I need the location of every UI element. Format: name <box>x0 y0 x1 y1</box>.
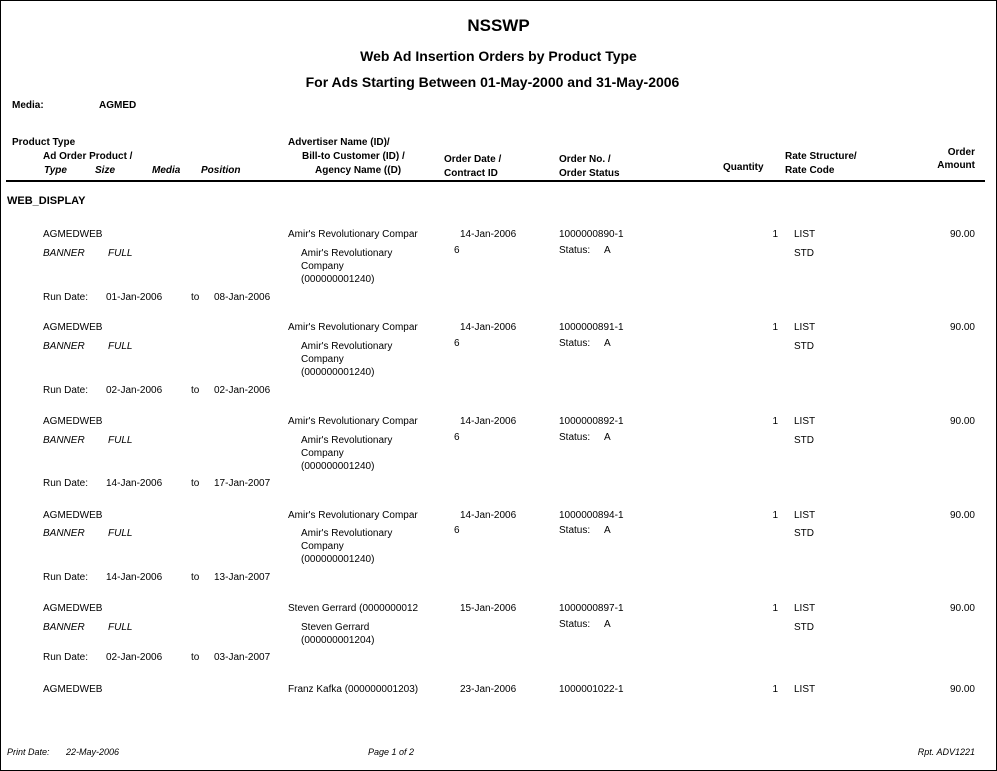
row-size: FULL <box>108 341 133 352</box>
row-billto-line: (000000001240) <box>301 367 375 378</box>
row-contract-id: 6 <box>454 432 460 443</box>
media-value: AGMED <box>99 100 137 111</box>
row-billto-line: Company <box>301 354 344 365</box>
row-status: A <box>604 432 611 443</box>
row-size: FULL <box>108 248 133 259</box>
row-rate-structure: LIST <box>794 510 816 521</box>
page-number: Page 1 of 2 <box>367 747 415 757</box>
col-order-no: Order No. / <box>559 154 611 165</box>
row-amount: 90.00 <box>949 603 975 614</box>
row-product: AGMEDWEB <box>43 603 103 614</box>
row-billto-line: Amir's Revolutionary <box>301 248 393 259</box>
row-run-date-label: Run Date: <box>43 572 89 583</box>
row-quantity: 1 <box>772 416 778 427</box>
col-rate-structure: Rate Structure/ <box>785 151 857 162</box>
row-run-to: 08-Jan-2006 <box>214 292 271 303</box>
report-date-range: For Ads Starting Between 01-May-2000 and 31-May-2006 <box>305 74 680 90</box>
col-bill-to: Bill-to Customer (ID) / <box>302 151 405 162</box>
row-run-date-label: Run Date: <box>43 478 89 489</box>
row-amount: 90.00 <box>949 416 975 427</box>
row-run-date-label: Run Date: <box>43 652 89 663</box>
row-order-date: 14-Jan-2006 <box>460 416 517 427</box>
row-run-to-label: to <box>191 478 200 489</box>
row-run-to-label: to <box>191 572 200 583</box>
col-advertiser: Advertiser Name (ID)/ <box>288 137 390 148</box>
row-run-from: 14-Jan-2006 <box>106 572 163 583</box>
row-size: FULL <box>108 622 133 633</box>
row-type: BANNER <box>43 248 85 259</box>
row-status-label: Status: <box>559 432 591 443</box>
row-rate-structure: LIST <box>794 684 816 695</box>
col-media: Media <box>152 165 181 176</box>
row-rate-structure: LIST <box>794 322 816 333</box>
row-billto-line: Amir's Revolutionary <box>301 435 393 446</box>
col-type: Type <box>44 165 67 176</box>
row-order-date: 23-Jan-2006 <box>460 684 517 695</box>
col-rate-code: Rate Code <box>785 165 835 176</box>
row-rate-code: STD <box>794 435 814 446</box>
row-advertiser: Steven Gerrard (0000000012 <box>288 603 419 614</box>
report-title: NSSWP <box>467 16 530 35</box>
row-contract-id: 6 <box>454 525 460 536</box>
row-status-label: Status: <box>559 525 591 536</box>
row-contract-id: 6 <box>454 338 460 349</box>
header-divider <box>6 180 985 182</box>
row-run-date-label: Run Date: <box>43 385 89 396</box>
row-run-to-label: to <box>191 652 200 663</box>
col-product-type: Product Type <box>12 137 76 148</box>
row-run-to-label: to <box>191 385 200 396</box>
col-order: Order <box>947 147 975 158</box>
col-position: Position <box>201 165 241 176</box>
row-advertiser: Franz Kafka (000000001203) <box>288 684 419 695</box>
row-order-date: 14-Jan-2006 <box>460 322 517 333</box>
print-date-label: Print Date: <box>7 747 50 757</box>
row-run-from: 02-Jan-2006 <box>106 652 163 663</box>
row-order-date: 14-Jan-2006 <box>460 229 517 240</box>
row-rate-code: STD <box>794 248 814 259</box>
row-order-no: 1000000894-1 <box>559 510 624 521</box>
row-quantity: 1 <box>772 322 778 333</box>
row-product: AGMEDWEB <box>43 229 103 240</box>
row-type: BANNER <box>43 341 85 352</box>
row-quantity: 1 <box>772 510 778 521</box>
row-rate-structure: LIST <box>794 229 816 240</box>
row-advertiser: Amir's Revolutionary Compar <box>288 510 418 521</box>
row-status: A <box>604 525 611 536</box>
row-run-to: 17-Jan-2007 <box>214 478 271 489</box>
col-ad-order-product: Ad Order Product / <box>43 151 133 162</box>
col-order-date: Order Date / <box>444 154 502 165</box>
row-type: BANNER <box>43 622 85 633</box>
row-status: A <box>604 338 611 349</box>
row-billto-line: Steven Gerrard <box>301 622 370 633</box>
col-contract-id: Contract ID <box>444 168 498 179</box>
row-run-to-label: to <box>191 292 200 303</box>
row-status-label: Status: <box>559 338 591 349</box>
row-advertiser: Amir's Revolutionary Compar <box>288 322 418 333</box>
row-order-date: 15-Jan-2006 <box>460 603 517 614</box>
row-run-to: 02-Jan-2006 <box>214 385 271 396</box>
row-product: AGMEDWEB <box>43 416 103 427</box>
row-amount: 90.00 <box>949 684 975 695</box>
col-amount: Amount <box>937 160 975 171</box>
row-billto-line: Amir's Revolutionary <box>301 528 393 539</box>
row-billto-line: (000000001240) <box>301 461 375 472</box>
row-billto-line: Company <box>301 541 344 552</box>
row-contract-id: 6 <box>454 245 460 256</box>
row-order-date: 14-Jan-2006 <box>460 510 517 521</box>
row-rate-structure: LIST <box>794 416 816 427</box>
row-order-no: 1000000897-1 <box>559 603 624 614</box>
row-quantity: 1 <box>772 684 778 695</box>
row-status-label: Status: <box>559 619 591 630</box>
row-rate-structure: LIST <box>794 603 816 614</box>
row-status: A <box>604 245 611 256</box>
row-amount: 90.00 <box>949 322 975 333</box>
row-run-from: 01-Jan-2006 <box>106 292 163 303</box>
row-advertiser: Amir's Revolutionary Compar <box>288 229 418 240</box>
row-order-no: 1000000892-1 <box>559 416 624 427</box>
row-run-to: 03-Jan-2007 <box>214 652 271 663</box>
row-rate-code: STD <box>794 528 814 539</box>
row-size: FULL <box>108 435 133 446</box>
col-order-status: Order Status <box>559 168 620 179</box>
row-advertiser: Amir's Revolutionary Compar <box>288 416 418 427</box>
row-billto-line: Company <box>301 261 344 272</box>
row-rate-code: STD <box>794 622 814 633</box>
row-order-no: 1000000890-1 <box>559 229 624 240</box>
row-order-no: 1000001022-1 <box>559 684 624 695</box>
row-billto-line: Amir's Revolutionary <box>301 341 393 352</box>
row-product: AGMEDWEB <box>43 684 103 695</box>
row-amount: 90.00 <box>949 229 975 240</box>
row-amount: 90.00 <box>949 510 975 521</box>
col-agency: Agency Name ((D) <box>315 165 402 176</box>
media-label: Media: <box>12 100 44 111</box>
section-title: WEB_DISPLAY <box>7 195 86 207</box>
row-quantity: 1 <box>772 229 778 240</box>
row-status-label: Status: <box>559 245 591 256</box>
report-id: Rpt. ADV1221 <box>917 747 975 757</box>
row-run-from: 02-Jan-2006 <box>106 385 163 396</box>
row-billto-line: (000000001204) <box>301 635 375 646</box>
row-run-to: 13-Jan-2007 <box>214 572 271 583</box>
col-size: Size <box>95 165 116 176</box>
row-billto-line: Company <box>301 448 344 459</box>
row-run-date-label: Run Date: <box>43 292 89 303</box>
row-product: AGMEDWEB <box>43 322 103 333</box>
row-type: BANNER <box>43 435 85 446</box>
row-run-from: 14-Jan-2006 <box>106 478 163 489</box>
row-status: A <box>604 619 611 630</box>
row-billto-line: (000000001240) <box>301 274 375 285</box>
report-subtitle: Web Ad Insertion Orders by Product Type <box>360 48 637 64</box>
row-order-no: 1000000891-1 <box>559 322 624 333</box>
row-rate-code: STD <box>794 341 814 352</box>
row-product: AGMEDWEB <box>43 510 103 521</box>
col-quantity: Quantity <box>723 162 764 173</box>
row-size: FULL <box>108 528 133 539</box>
row-type: BANNER <box>43 528 85 539</box>
row-quantity: 1 <box>772 603 778 614</box>
print-date: 22-May-2006 <box>66 747 120 757</box>
row-billto-line: (000000001240) <box>301 554 375 565</box>
